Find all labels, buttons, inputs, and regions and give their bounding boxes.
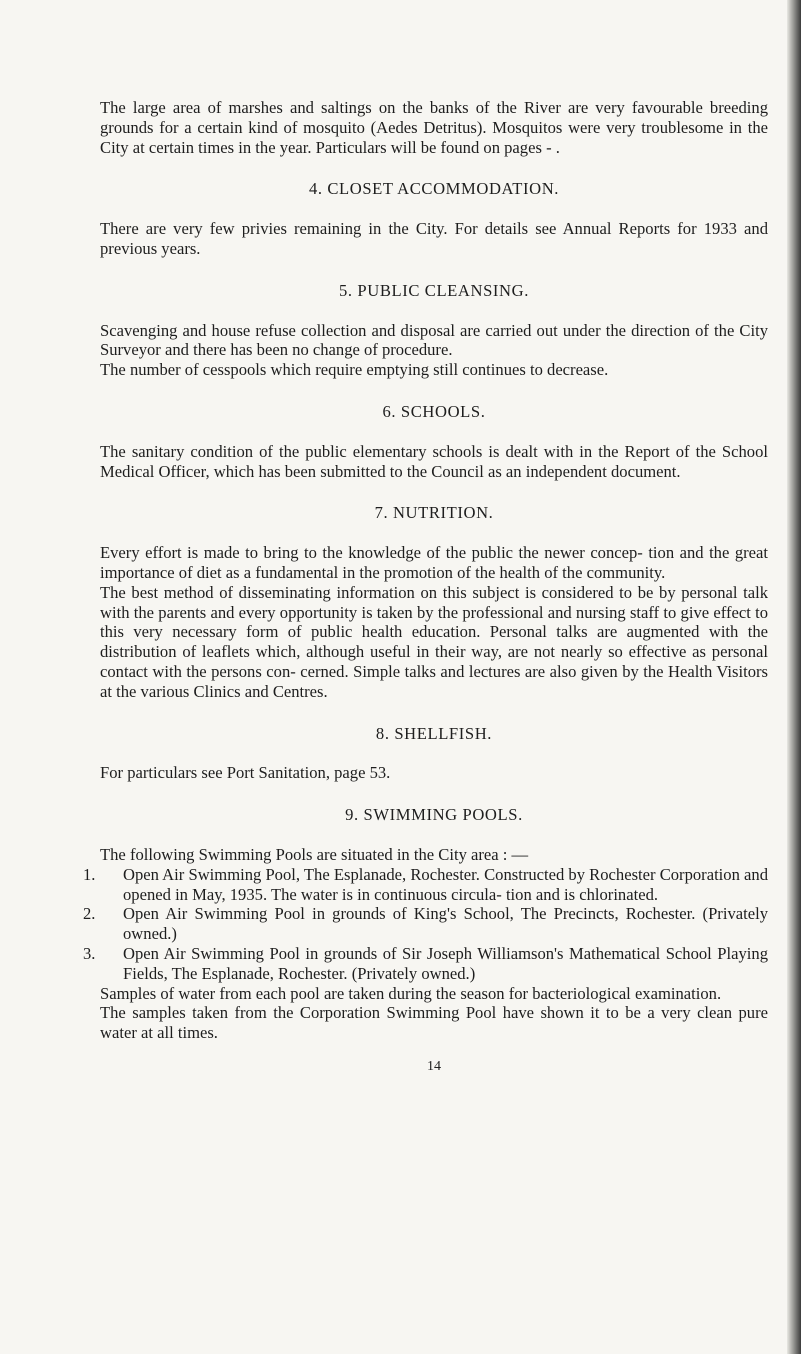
cleansing-heading: 5. PUBLIC CLEANSING. <box>339 280 529 300</box>
list-item <box>83 904 768 944</box>
shellfish-heading: 8. SHELLFISH. <box>375 723 493 743</box>
list-item <box>83 864 768 905</box>
intro-paragraph: The large area of marshes and saltings on the banks of the River are very favourable breeding grounds for a certain kind of mosquito (Aedes Detritus). Mosquitos were very troublesome in the City at certain times in the year. Particulars will be found on pages - . <box>100 98 768 157</box>
cleansing-paragraph-1: Scavenging and house refuse collection and disposal are carried out under the direction of the City Surveyor and there has been no change of procedure. <box>100 320 768 360</box>
list-item-number: 3. <box>83 943 96 963</box>
shellfish-paragraph: For particulars see Port Sanitation, page 53. <box>100 763 391 783</box>
pools-list <box>83 864 768 984</box>
list-item-number: 2. <box>83 904 96 924</box>
list-item-text: Open Air Swimming Pool in grounds of King's School, The Precincts, Rochester. (Privately owned.) <box>123 904 768 944</box>
pools-intro: The following Swimming Pools are situated in the City area : — <box>100 844 529 864</box>
list-item-text: Open Air Swimming Pool in grounds of Sir Joseph Williamson's Mathematical School Playing Fields, The Esplanade, Rochester. (Privately owned.) <box>123 943 768 983</box>
list-item-text: Open Air Swimming Pool, The Esplanade, Rochester. Constructed by Rochester Corporation and opened in May, 1935. The water is in continuous circula- tion and is chlorinated. <box>123 864 768 904</box>
page-edge-shadow <box>787 0 801 1354</box>
pools-paragraph-1: Samples of water from each pool are taken during the season for bacteriological examination. <box>100 983 722 1003</box>
list-item <box>83 943 768 984</box>
cleansing-paragraph-2: The number of cesspools which require emptying still continues to decrease. <box>100 360 609 380</box>
document-page <box>83 98 768 1077</box>
nutrition-paragraph-1: Every effort is made to bring to the knowledge of the public the newer concep- tion and the great importance of diet as a fundamental in the promotion of the health of the community. <box>100 543 768 582</box>
schools-paragraph: The sanitary condition of the public elementary schools is dealt with in the Report of the School Medical Officer, which has been submitted to the Council as an independent document. <box>100 441 768 481</box>
closet-paragraph: There are very few privies remaining in the City. For details see Annual Reports for 1933 and previous years. <box>100 219 768 258</box>
nutrition-heading: 7. NUTRITION. <box>374 503 494 523</box>
page-number: 14 <box>427 1058 441 1074</box>
closet-heading: 4. CLOSET ACCOMMODATION. <box>308 179 560 199</box>
schools-heading: 6. SCHOOLS. <box>382 401 486 421</box>
list-item-number: 1. <box>83 864 96 884</box>
pools-heading: 9. SWIMMING POOLS. <box>345 805 523 825</box>
nutrition-paragraph-2: The best method of disseminating information on this subject is considered to be by personal talk with the parents and every opportunity is taken by the professional and nursing staff to give effect to this very necessary form of public health education. Personal talks are augmented with the distribution of leaflets which, although useful in their way, are not nearly so effective as personal contact with the persons con- cerned. Simple talks and lectures are also given by the Health Visitors at the various Clinics and Centres. <box>100 582 768 701</box>
pools-paragraph-2: The samples taken from the Corporation Swimming Pool have shown it to be a very clean pure water at all times. <box>100 1003 768 1043</box>
